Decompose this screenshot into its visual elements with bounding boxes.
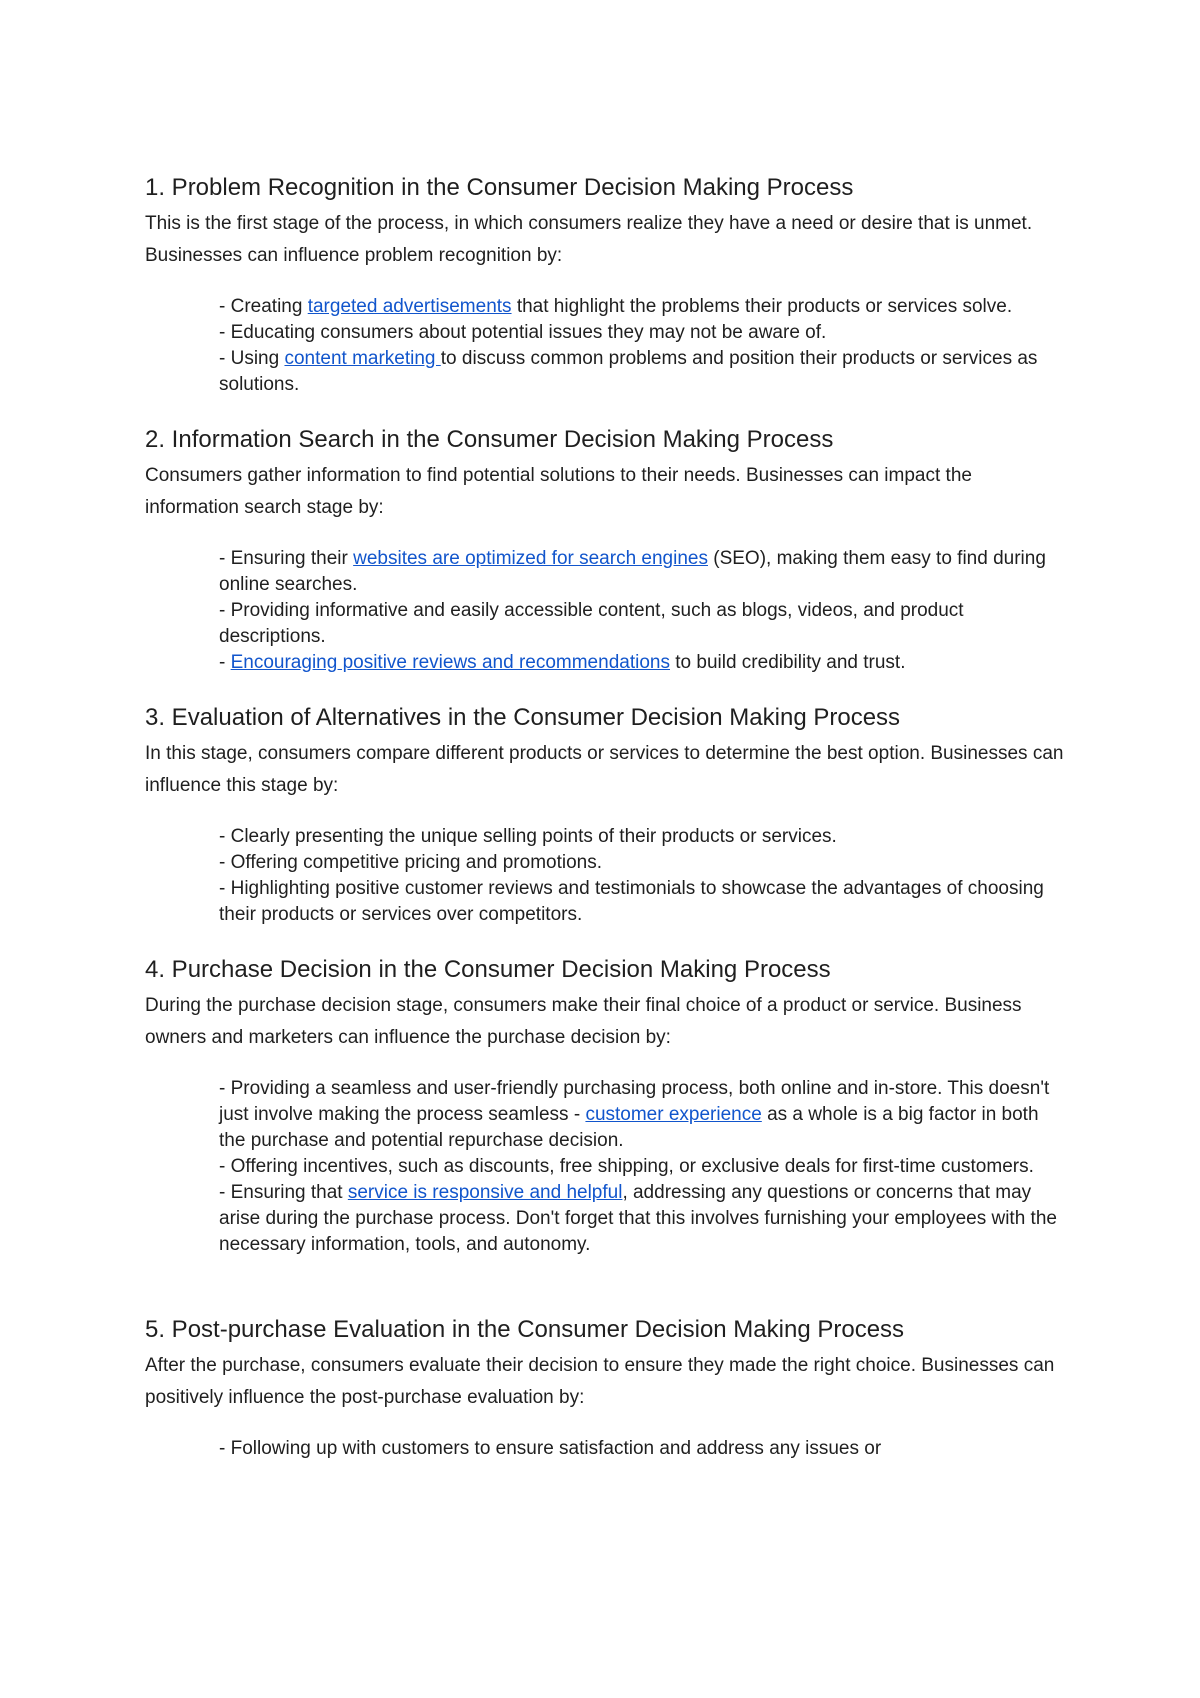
bullet-item	[219, 1180, 1059, 1258]
bullet-text: - Ensuring that	[219, 1182, 348, 1203]
link-responsive-service[interactable]: service is responsive and helpful	[347, 1182, 623, 1203]
link-customer-experience[interactable]: customer experience	[585, 1104, 762, 1125]
bullet-item	[219, 650, 1059, 676]
bullet-item	[219, 546, 1059, 598]
bullet-text: - Highlighting positive customer reviews and testimonials to showcase the advantages of choosing their products or services over competitors.	[219, 878, 1044, 925]
bullet-list	[219, 546, 1059, 676]
section-heading: 4. Purchase Decision in the Consumer Decision Making Process	[145, 956, 831, 983]
bullet-text: that highlight the problems their products or services solve.	[511, 296, 1013, 317]
bullet-item	[219, 824, 1059, 850]
section-intro: During the purchase decision stage, consumers make their final choice of a product or service. Business owners and marketers can influence the purchase decision by:	[145, 995, 1022, 1048]
section-intro: After the purchase, consumers evaluate their decision to ensure they made the right choice. Businesses can positively influence the post-purchase evaluation by:	[145, 1355, 1055, 1408]
section-post-purchase-evaluation	[145, 1314, 1065, 1462]
section-heading: 1. Problem Recognition in the Consumer Decision Making Process	[145, 174, 854, 201]
bullet-text: - Ensuring their	[219, 548, 354, 569]
link-content-marketing[interactable]: content marketing	[284, 348, 441, 369]
section-information-search	[145, 424, 1065, 676]
bullet-text: - Providing a seamless and user-friendly purchasing process, both online and in-store. This doesn't just involve making the process seamless -	[219, 1078, 1050, 1125]
bullet-list	[219, 824, 1059, 928]
bullet-text: - Offering incentives, such as discounts, free shipping, or exclusive deals for first-time customers.	[219, 1156, 1034, 1177]
section-evaluation-of-alternatives	[145, 702, 1065, 928]
section-intro: This is the first stage of the process, in which consumers realize they have a need or desire that is unmet. Businesses can influence problem recognition by:	[145, 213, 1033, 266]
section-heading: 2. Information Search in the Consumer Decision Making Process	[145, 426, 834, 453]
bullet-item	[219, 1154, 1059, 1180]
bullet-item	[219, 598, 1059, 650]
bullet-text: - Using	[219, 348, 285, 369]
section-intro: In this stage, consumers compare different products or services to determine the best option. Businesses can influence this stage by:	[145, 743, 1064, 796]
section-intro: Consumers gather information to find potential solutions to their needs. Businesses can impact the information search stage by:	[145, 465, 972, 518]
bullet-item	[219, 850, 1059, 876]
bullet-text: -	[219, 652, 231, 673]
section-heading: 3. Evaluation of Alternatives in the Consumer Decision Making Process	[145, 704, 901, 731]
bullet-text: , addressing any questions or concerns that may arise during the purchase process. Don't forget that this involves furnishing your employees with the necessary information, tools, and autonomy.	[219, 1182, 1057, 1255]
bullet-text: - Following up with customers to ensure satisfaction and address any issues or	[219, 1438, 882, 1459]
bullet-text: - Clearly presenting the unique selling points of their products or services.	[219, 826, 837, 847]
section-purchase-decision	[145, 954, 1065, 1314]
bullet-text: as a whole is a big factor in both the purchase and potential repurchase decision.	[219, 1104, 1039, 1151]
section-heading: 5. Post-purchase Evaluation in the Consumer Decision Making Process	[145, 1316, 905, 1343]
bullet-text: - Providing informative and easily accessible content, such as blogs, videos, and product descriptions.	[219, 600, 964, 647]
bullet-text: - Creating	[219, 296, 308, 317]
bullet-text: - Educating consumers about potential issues they may not be aware of.	[219, 322, 827, 343]
bullet-list	[219, 294, 1059, 398]
bullet-item	[219, 1076, 1059, 1154]
bullet-item	[219, 1436, 1059, 1462]
spacer	[145, 1284, 1065, 1314]
bullet-item	[219, 320, 1059, 346]
bullet-text: (SEO), making them easy to find during online searches.	[219, 548, 1046, 595]
link-positive-reviews[interactable]: Encouraging positive reviews and recommendations	[230, 652, 670, 673]
section-problem-recognition	[145, 172, 1065, 398]
bullet-item	[219, 876, 1059, 928]
bullet-item	[219, 294, 1059, 320]
link-targeted-advertisements[interactable]: targeted advertisements	[307, 296, 512, 317]
link-seo-websites[interactable]: websites are optimized for search engines	[353, 548, 708, 569]
bullet-text: - Offering competitive pricing and promotions.	[219, 852, 602, 873]
bullet-list	[219, 1076, 1059, 1258]
document-page	[145, 172, 1065, 1488]
bullet-text: to build credibility and trust.	[669, 652, 906, 673]
bullet-list	[219, 1436, 1059, 1462]
bullet-item	[219, 346, 1059, 398]
bullet-text: to discuss common problems and position their products or services as solutions.	[219, 348, 1038, 395]
